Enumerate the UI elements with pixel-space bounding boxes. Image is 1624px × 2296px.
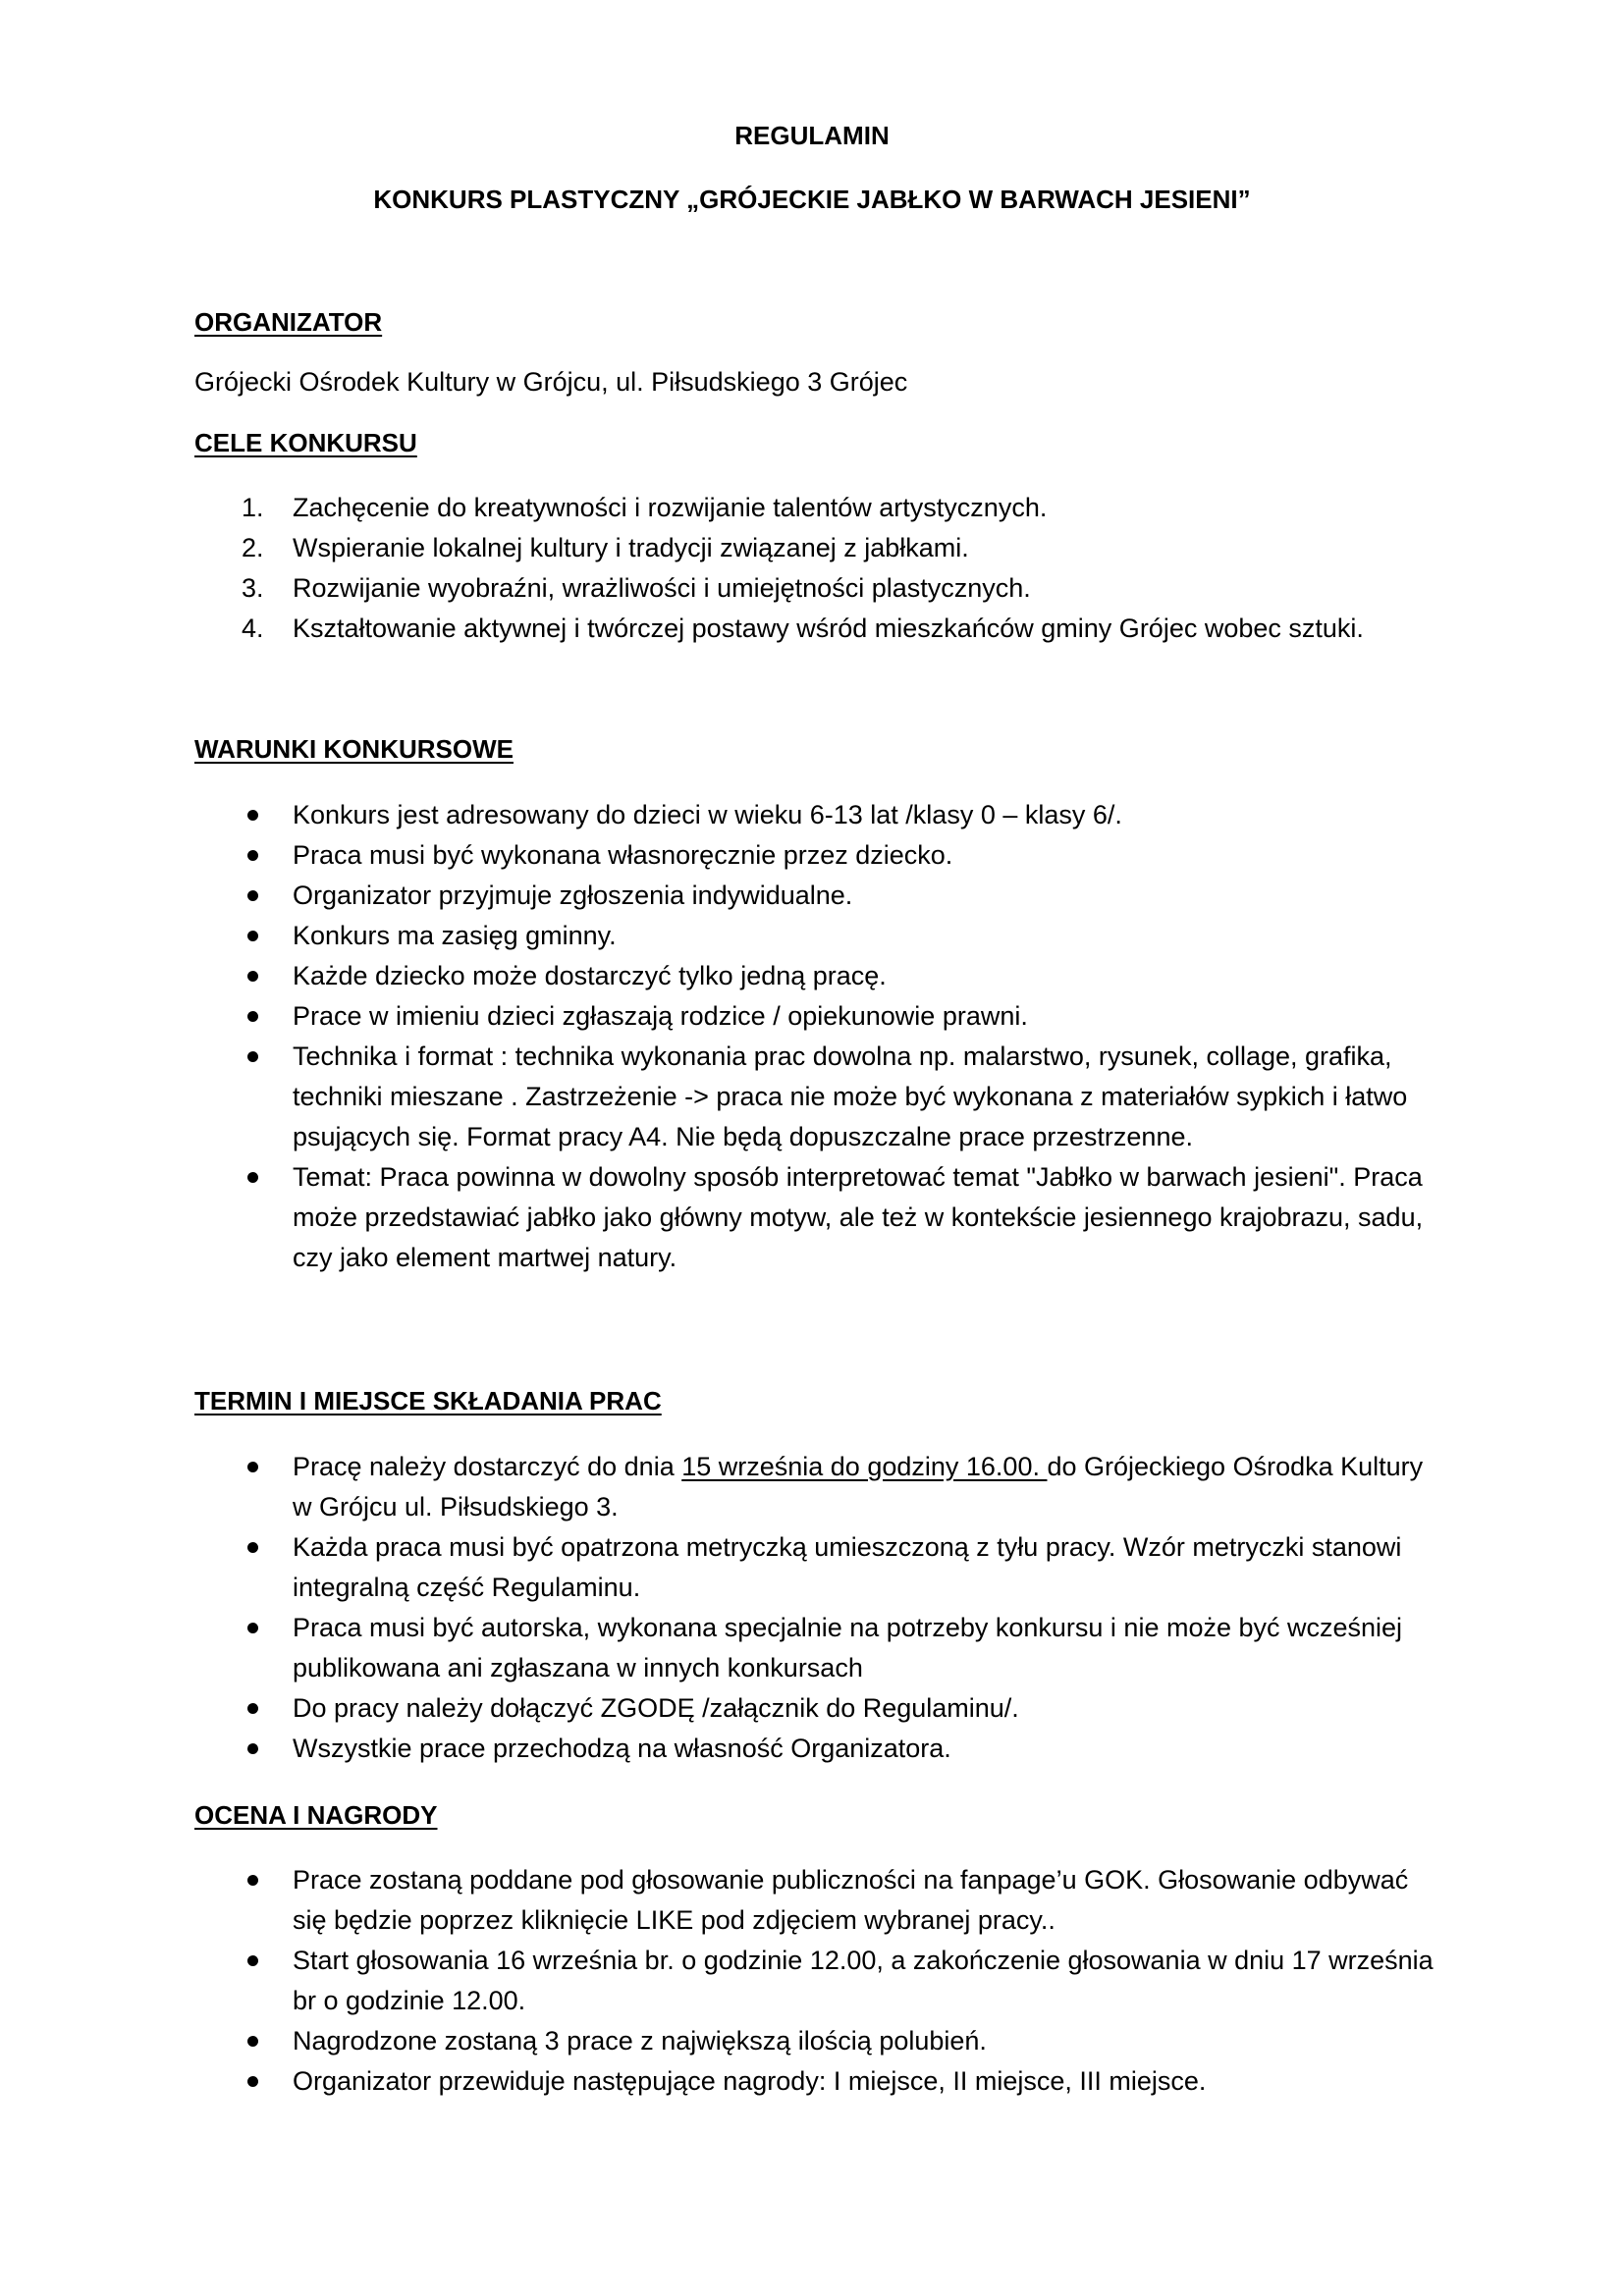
- list-item: [0, 2061, 1624, 2102]
- bullet-icon: [247, 850, 258, 861]
- list-item-text: Kształtowanie aktywnej i twórczej postawy wśród mieszkańców gminy Grójec wobec sztuki.: [293, 614, 1364, 643]
- bullet-icon: [247, 1542, 258, 1553]
- list-number: 2.: [242, 533, 264, 562]
- list-item-text: Rozwijanie wyobraźni, wrażliwości i umiejętności plastycznych.: [293, 573, 1031, 603]
- list-item-text: [293, 1447, 1443, 1527]
- list-item: [0, 795, 1624, 835]
- list-item: [0, 1037, 1624, 1157]
- bullet-icon: [247, 890, 258, 901]
- list-item: [0, 1688, 1624, 1729]
- deadline-list: [0, 1447, 1624, 1769]
- bullet-icon: [247, 931, 258, 941]
- list-item-text: Konkurs jest adresowany do dzieci w wieku 6-13 lat /klasy 0 – klasy 6/.: [293, 800, 1122, 829]
- deadline-text-after: do Grójeckiego Ośrodka Kultury w Grójcu ul. Piłsudskiego 3.: [293, 1452, 1424, 1522]
- list-item-text: Każda praca musi być opatrzona metryczką umieszczoną z tyłu pracy. Wzór metryczki stanowi integralną część Regulaminu.: [293, 1532, 1402, 1602]
- list-number: 4.: [242, 614, 264, 643]
- bullet-icon: [247, 1955, 258, 1966]
- list-item: [0, 1527, 1624, 1608]
- bullet-icon: [247, 1051, 258, 1062]
- document-title: REGULAMIN: [734, 121, 890, 150]
- list-item-text: Każde dziecko może dostarczyć tylko jedną pracę.: [293, 961, 887, 990]
- bullet-icon: [247, 1623, 258, 1633]
- list-item: [0, 528, 1624, 568]
- deadline-text-before: Pracę należy dostarczyć do dnia: [293, 1452, 682, 1481]
- section-heading-deadline: TERMIN I MIEJSCE SKŁADANIA PRAC: [194, 1386, 662, 1415]
- list-number: 1.: [242, 493, 264, 522]
- bullet-icon: [247, 1172, 258, 1183]
- list-item: [0, 568, 1624, 609]
- list-item-text: Do pracy należy dołączyć ZGODĘ /załącznik do Regulaminu/.: [293, 1693, 1019, 1723]
- list-item-text: Start głosowania 16 września br. o godzinie 12.00, a zakończenie głosowania w dniu 17 września br o godzinie 12.00.: [293, 1946, 1434, 2015]
- list-item: [0, 916, 1624, 956]
- list-item: [0, 488, 1624, 528]
- section-heading-organizer: ORGANIZATOR: [194, 307, 383, 337]
- list-item-text: Prace zostaną poddane pod głosowanie publiczności na fanpage’u GOK. Głosowanie odbywać się będzie poprzez kliknięcie LIKE pod zdjęciem wybranej pracy..: [293, 1865, 1409, 1935]
- deadline-date: 15 września do godziny 16.00.: [681, 1452, 1048, 1481]
- list-item: [0, 1157, 1624, 1278]
- list-item: [0, 835, 1624, 876]
- bullet-icon: [247, 1875, 258, 1886]
- list-item-text: Nagrodzone zostaną 3 prace z największą ilością polubień.: [293, 2026, 987, 2056]
- list-item-text: Temat: Praca powinna w dowolny sposób interpretować temat "Jabłko w barwach jesieni". Praca może przedstawiać jabłko jako główny motyw, ale też w kontekście jesiennego krajobrazu, sadu, czy jako element martwej natury.: [293, 1162, 1424, 1272]
- list-item: [0, 1729, 1624, 1769]
- section-heading-goals: CELE KONKURSU: [194, 428, 417, 457]
- list-item-text: Konkurs ma zasięg gminny.: [293, 921, 617, 950]
- list-item-text: Technika i format : technika wykonania prac dowolna np. malarstwo, rysunek, collage, grafika, techniki mieszane . Zastrzeżenie -> praca nie może być wykonana z materiałów sypkich i łatwo psujących się. Format pracy A4. Nie będą dopuszczalne prace przestrzenne.: [293, 1041, 1408, 1151]
- list-item: [0, 1608, 1624, 1688]
- document-subtitle: KONKURS PLASTYCZNY „GRÓJECKIE JABŁKO W BARWACH JESIENI”: [373, 185, 1251, 214]
- bullet-icon: [247, 2036, 258, 2047]
- organizer-text: Grójecki Ośrodek Kultury w Grójcu, ul. Piłsudskiego 3 Grójec: [194, 367, 908, 397]
- conditions-list: [0, 795, 1624, 1278]
- bullet-icon: [247, 1462, 258, 1472]
- list-item-text: Prace w imieniu dzieci zgłaszają rodzice / opiekunowie prawni.: [293, 1001, 1028, 1031]
- section-heading-evaluation: OCENA I NAGRODY: [194, 1800, 438, 1830]
- section-heading-conditions: WARUNKI KONKURSOWE: [194, 734, 514, 764]
- list-item-text: Wspieranie lokalnej kultury i tradycji związanej z jabłkami.: [293, 533, 969, 562]
- list-item-text: Zachęcenie do kreatywności i rozwijanie talentów artystycznych.: [293, 493, 1048, 522]
- list-item-text: Organizator przyjmuje zgłoszenia indywidualne.: [293, 881, 853, 910]
- list-item-text: Praca musi być wykonana własnoręcznie przez dziecko.: [293, 840, 953, 870]
- bullet-icon: [247, 1011, 258, 1022]
- list-item: [0, 996, 1624, 1037]
- goals-list: [0, 488, 1624, 649]
- list-item: [0, 956, 1624, 996]
- bullet-icon: [247, 1743, 258, 1754]
- list-item: [0, 876, 1624, 916]
- list-item-text: Organizator przewiduje następujące nagrody: I miejsce, II miejsce, III miejsce.: [293, 2066, 1207, 2096]
- list-item: [0, 2021, 1624, 2061]
- list-number: 3.: [242, 573, 264, 603]
- list-item-text: Praca musi być autorska, wykonana specjalnie na potrzeby konkursu i nie może być wcześniej publikowana ani zgłaszana w innych konkursach: [293, 1613, 1403, 1682]
- bullet-icon: [247, 810, 258, 821]
- list-item: [0, 1941, 1624, 2021]
- list-item: [0, 609, 1624, 649]
- bullet-icon: [247, 1703, 258, 1714]
- list-item: [0, 1447, 1624, 1527]
- bullet-icon: [247, 2076, 258, 2087]
- list-item-text: Wszystkie prace przechodzą na własność Organizatora.: [293, 1734, 951, 1763]
- list-item: [0, 1860, 1624, 1941]
- bullet-icon: [247, 971, 258, 982]
- evaluation-list: [0, 1860, 1624, 2102]
